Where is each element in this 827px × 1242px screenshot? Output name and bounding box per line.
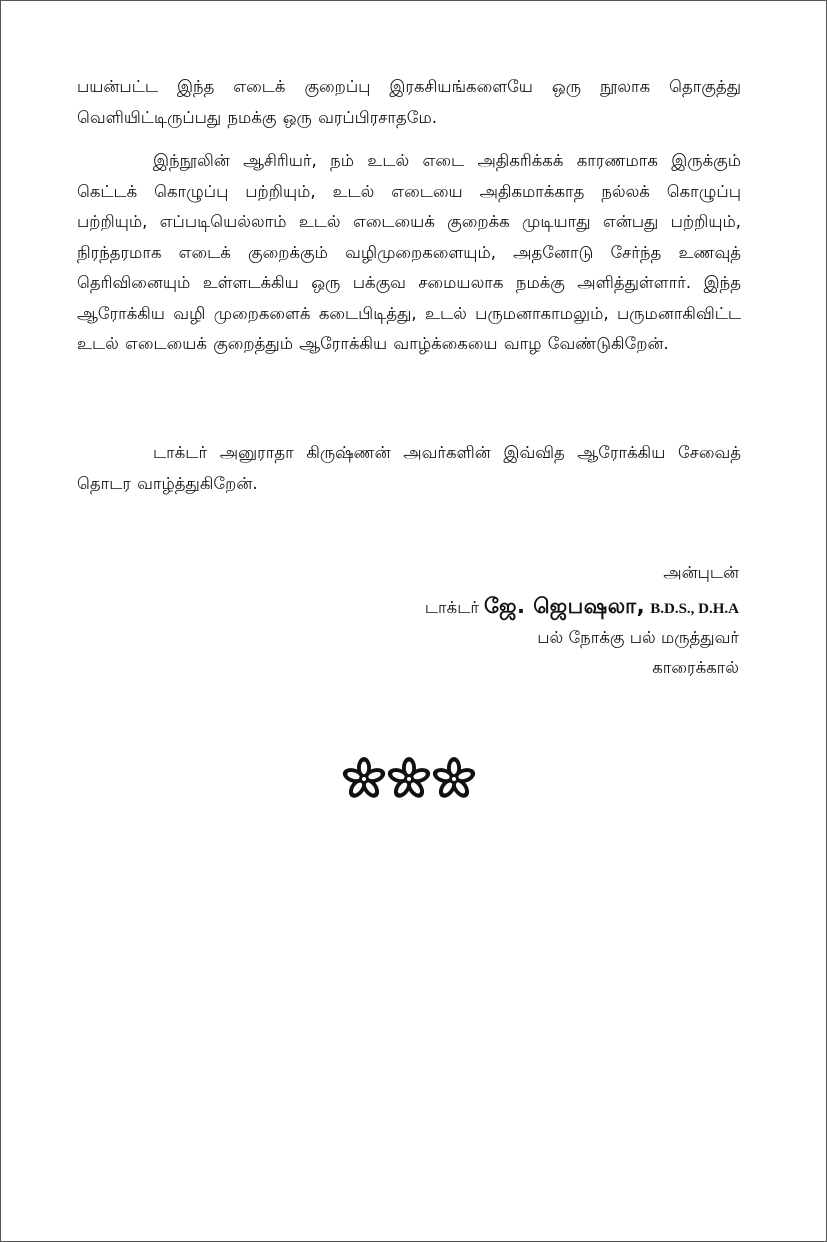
paragraph-1: பயன்பட்ட இந்த எடைக் குறைப்பு இரகசியங்களையே ஒரு நூலாக தொகுத்து வெளியிட்டிருப்பது நமக்கு ஒரு வரப்பிரசாதமே. — [77, 77, 741, 127]
signature-place: காரைக்கால் — [652, 658, 739, 677]
paragraph-3: டாக்டர் அனுராதா கிருஷ்ணன் அவர்களின் இவ்வித ஆரோக்கிய சேவைத் தொடர வாழ்த்துகிறேன். — [77, 443, 741, 493]
signature-role: பல் நோக்கு பல் மருத்துவர் — [537, 628, 739, 647]
signature-degrees: B.D.S., D.H.A — [650, 601, 739, 617]
signature-name-row — [425, 594, 739, 621]
signature-name: ஜே. ஜெபஷலா, — [484, 594, 646, 618]
signature-greeting: அன்புடன் — [663, 563, 739, 582]
three-flower-ornament-icon — [341, 753, 477, 805]
paragraph-2: இந்நூலின் ஆசிரியர், நம் உடல் எடை அதிகரிக்கக் காரணமாக இருக்கும் கெட்டக் கொழுப்பு பற்றியும், உடல் எடையை அதிகமாக்காத நல்லக் கொழுப்பு பற்றியும், எப்படியெல்லாம் உடல் எடையைக் குறைக்க முடியாது என்பது பற்றியும், நிரந்தரமாக எடைக் குறைக்கும் வழிமுறைகளையும், அதனோடு சேர்ந்த உணவுத் தெரிவினையும் உள்ளடக்கிய ஒரு பக்குவ சமையலாக நமக்கு அளித்துள்ளார். இந்த ஆரோக்கிய வழி முறைகளைக் கடைபிடித்து, உடல் பருமனாகாமலும், பருமனாகிவிட்ட உடல் எடையைக் குறைத்தும் ஆரோக்கிய வாழ்க்கையை வாழ வேண்டுகிறேன். — [77, 151, 741, 353]
signature-name-prefix: டாக்டர் — [424, 598, 479, 617]
